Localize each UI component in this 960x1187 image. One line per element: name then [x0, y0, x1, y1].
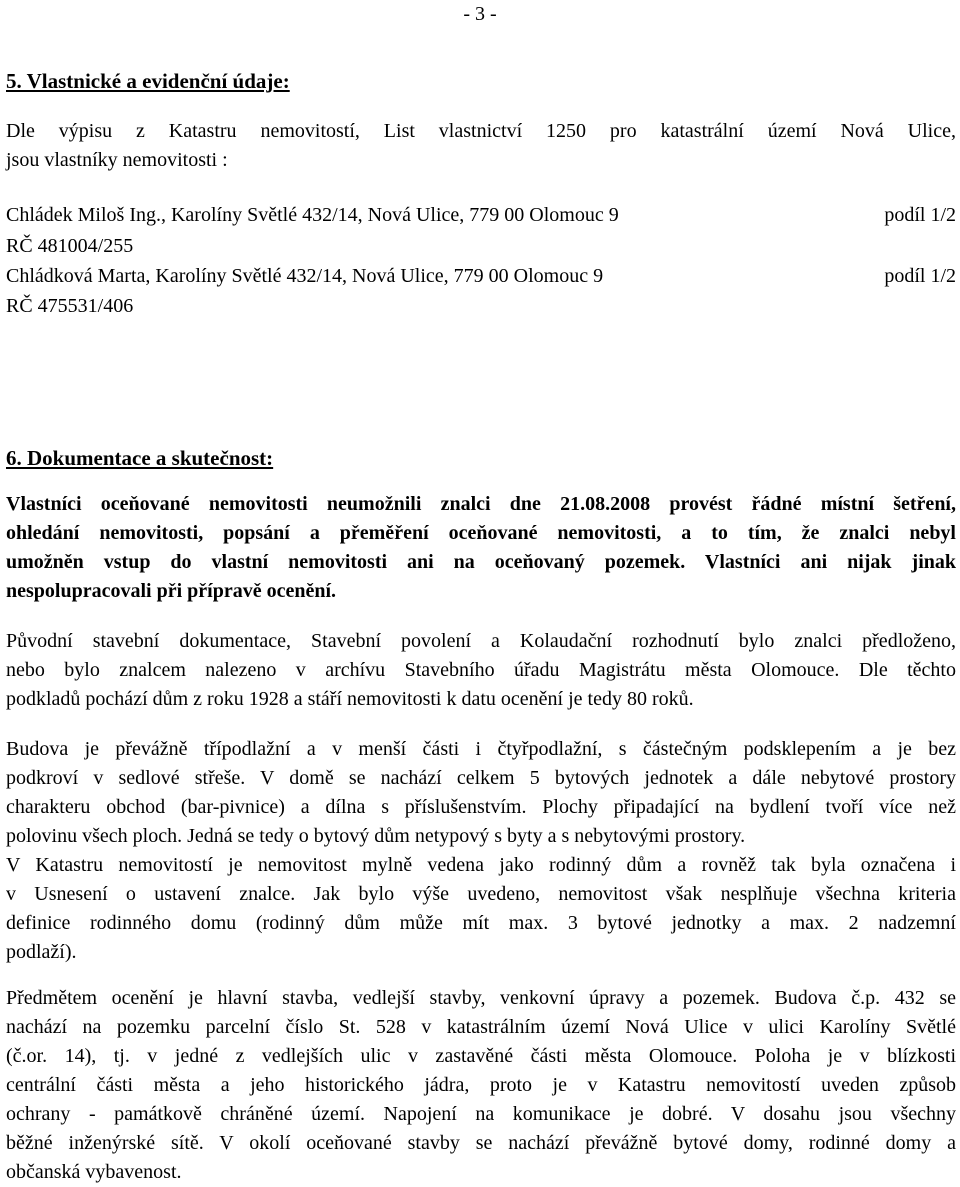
paragraph-line: nachází na pozemku parcelní číslo St. 528 v katastrálním území Nová Ulice v ulici Karolíny Světlé	[6, 1016, 956, 1038]
owner-row	[6, 201, 956, 230]
paragraph-line: Původní stavební dokumentace, Stavební povolení a Kolaudační rozhodnutí bylo znalci předloženo,	[6, 630, 956, 652]
owner-share: podíl 1/2	[884, 265, 956, 287]
owner-name-address: Chládková Marta, Karolíny Světlé 432/14, Nová Ulice, 779 00 Olomouc 9	[6, 265, 604, 287]
intro-line: Dle výpisu z Katastru nemovitostí, List vlastnictví 1250 pro katastrální území Nová Ulice,	[6, 120, 956, 142]
paragraph-line: podkroví v sedlové střeše. V domě se nachází celkem 5 bytových jednotek a dále nebytové prostory	[6, 767, 956, 789]
paragraph-line: nebo bylo znalcem nalezeno v archívu Stavebního úřadu Magistrátu města Olomouce. Dle těchto	[6, 659, 956, 681]
paragraph-inspection	[6, 490, 956, 606]
paragraph-line: definice rodinného domu (rodinný dům může mít max. 3 bytové jednotky a max. 2 nadzemní	[6, 912, 956, 934]
owner-name-address: Chládek Miloš Ing., Karolíny Světlé 432/14, Nová Ulice, 779 00 Olomouc 9	[6, 204, 619, 226]
paragraph-line: (č.or. 14), tj. v jedné z vedlejších ulic v zastavěné části města Olomouce. Poloha je v blízkosti	[6, 1045, 956, 1067]
section-5-heading: 5. Vlastnické a evidenční údaje:	[6, 69, 290, 93]
paragraph-line: v Usnesení o ustavení znalce. Jak bylo výše uvedeno, nemovitost však nesplňuje všechna kriteria	[6, 883, 956, 905]
paragraph-documentation	[6, 627, 956, 714]
paragraph-subject	[6, 984, 956, 1187]
owner-row	[6, 262, 956, 291]
paragraph-line: podlaží).	[6, 941, 77, 963]
paragraph-line: Předmětem ocenění je hlavní stavba, vedlejší stavby, venkovní úpravy a pozemek. Budova č.p. 432 se	[6, 987, 956, 1009]
paragraph-line: Vlastníci oceňované nemovitosti neumožnili znalci dne 21.08.2008 provést řádné místní šetření,	[6, 493, 956, 515]
owner-birth-number: RČ 475531/406	[6, 295, 134, 317]
owner-birth-number: RČ 481004/255	[6, 235, 134, 257]
paragraph-line: podkladů pochází dům z roku 1928 a stáří nemovitosti k datu ocenění je tedy 80 roků.	[6, 688, 694, 710]
paragraph-line: V Katastru nemovitostí je nemovitost mylně vedena jako rodinný dům a rovněž tak byla označena i	[6, 854, 956, 876]
paragraph-line: centrální části města a jeho historického jádra, proto je v Katastru nemovitostí uveden způsob	[6, 1074, 956, 1096]
paragraph-line: běžné inženýrské sítě. V okolí oceňované stavby se nachází převážně bytové domy, rodinné domy a	[6, 1132, 956, 1154]
paragraph-line: ochrany - památkově chráněné území. Napojení na komunikace je dobré. V dosahu jsou všechny	[6, 1103, 956, 1125]
owner-share: podíl 1/2	[884, 204, 956, 226]
paragraph-building	[6, 735, 956, 967]
paragraph-line: polovinu všech ploch. Jedná se tedy o bytový dům netypový s byty a s nebytovými prostory.	[6, 825, 746, 847]
paragraph-line: nespolupracovali při přípravě ocenění.	[6, 580, 336, 602]
page-number: - 3 -	[463, 3, 497, 25]
intro-line: jsou vlastníky nemovitosti :	[6, 149, 228, 171]
paragraph-line: umožněn vstup do vlastní nemovitosti ani na oceňovaný pozemek. Vlastníci ani nijak jinak	[6, 551, 956, 573]
paragraph-line: Budova je převážně třípodlažní a v menší části i čtyřpodlažní, s částečným podsklepením a je bez	[6, 738, 956, 760]
paragraph-line: občanská vybavenost.	[6, 1161, 182, 1183]
paragraph-line: ohledání nemovitosti, popsání a přeměření oceňované nemovitosti, a to tím, že znalci nebyl	[6, 522, 956, 544]
paragraph-line: charakteru obchod (bar-pivnice) a dílna s příslušenstvím. Plochy připadající na bydlení tvoří více než	[6, 796, 956, 818]
section-5-intro	[6, 117, 956, 175]
section-6-heading: 6. Dokumentace a skutečnost:	[6, 446, 274, 470]
